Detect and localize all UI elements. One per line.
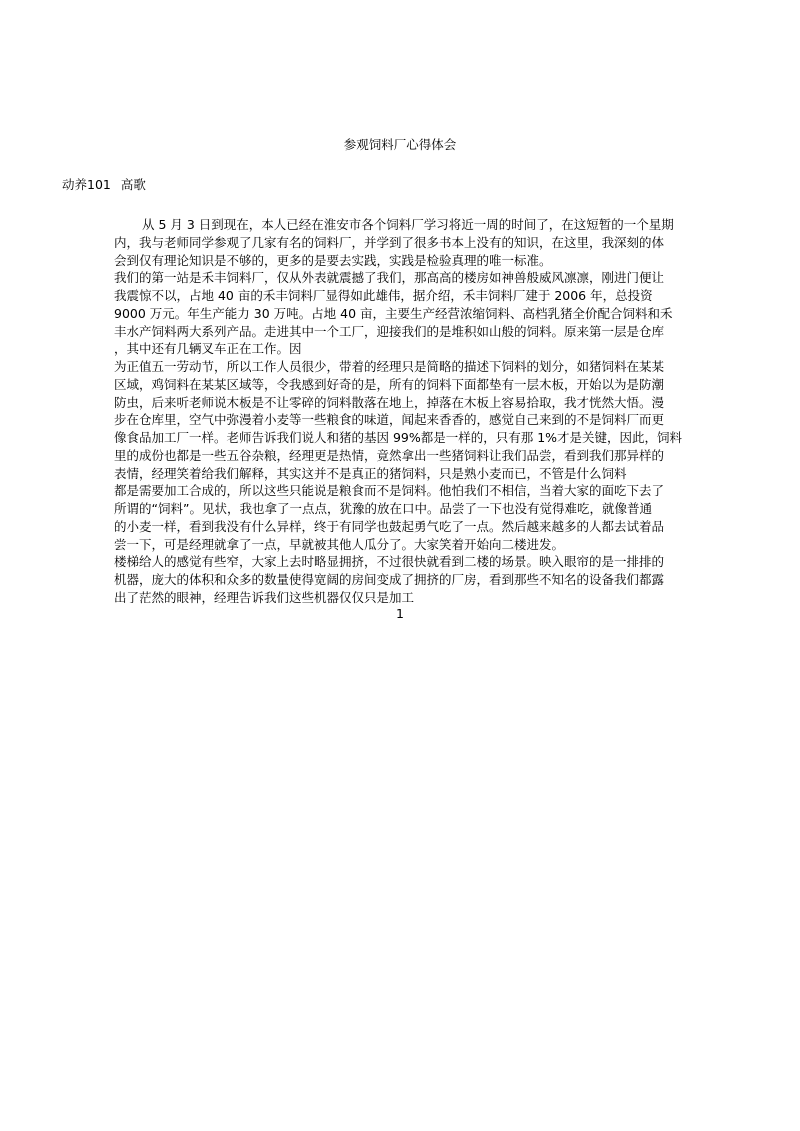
- body-line: 都是需要加工合成的，所以这些只能说是粮食而不是饲料。他怕我们不相信，当着大家的面吃下去了: [114, 483, 665, 499]
- author-name: 高歌: [120, 177, 146, 192]
- body-line: ，其中还有几辆叉车正在工作。因: [114, 341, 302, 357]
- document-title: 参观饲料厂心得体会: [343, 137, 457, 152]
- body-line: 表情，经理笑着给我们解释，其实这并不是真正的猪饲料，只是熟小麦而已，不管是什么饲料: [114, 465, 627, 481]
- body-line: 楼梯给人的感觉有些窄，大家上去时略显拥挤，不过很快就看到二楼的场景。映入眼帘的是一排排的: [114, 554, 665, 570]
- body-line: 出了茫然的眼神，经理告诉我们这些机器仅仅只是加工: [114, 589, 415, 605]
- body-text: [114, 216, 710, 607]
- body-line: 所谓的“饲料”。见状，我也拿了一点点，犹豫的放在口中。品尝了一下也没有觉得难吃，就像普通: [114, 501, 652, 516]
- author-class: 动养101: [62, 177, 111, 192]
- author-line: [62, 177, 146, 193]
- body-line: 区域，鸡饲料在某某区域等，令我感到好奇的是，所有的饲料下面都垫有一层木板，开始以为是防潮: [114, 376, 665, 392]
- body-line: 内，我与老师同学参观了几家有名的饲料厂，并学到了很多书本上没有的知识，在这里，我深刻的体: [114, 234, 665, 250]
- body-line: 里的成份也都是一些五谷杂粮，经理更是热情，竟然拿出一些猪饲料让我们品尝，看到我们那异样的: [114, 447, 665, 463]
- body-line: 9000 万元。年生产能力 30 万吨。占地 40 亩，主要生产经营浓缩饲料、高档乳猪全价配合饲料和禾: [114, 305, 673, 321]
- body-line: 机器，庞大的体积和众多的数量使得宽阔的房间变成了拥挤的厂房，看到那些不知名的设备我们都露: [114, 572, 665, 587]
- body-line: 尝一下，可是经理就拿了一点，早就被其他人瓜分了。大家笑着开始向二楼进发。: [114, 536, 565, 552]
- body-line: 步在仓库里，空气中弥漫着小麦等一些粮食的味道，闻起来香香的，感觉自己来到的不是饲料厂而更: [114, 412, 665, 428]
- body-line: 从 5 月 3 日到现在，本人已经在淮安市各个饲料厂学习将近一周的时间了，在这短暂的一个星期: [142, 217, 674, 232]
- body-line: 会到仅有理论知识是不够的，更多的是要去实践，实践是检验真理的唯一标准。: [114, 252, 552, 268]
- body-line: 防虫，后来听老师说木板是不让零碎的饲料散落在地上，掉落在木板上容易拾取，我才恍然大悟。漫: [114, 394, 665, 410]
- body-line: 丰水产饲料两大系列产品。走进其中一个工厂，迎接我们的是堆积如山般的饲料。原来第一层是仓库: [114, 323, 665, 339]
- page-number: 1: [396, 606, 404, 621]
- body-line: 为正值五一劳动节，所以工作人员很少，带着的经理只是简略的描述下饲料的划分，如猪饲料在某某: [114, 359, 665, 374]
- body-line: 像食品加工厂一样。老师告诉我们说人和猪的基因 99%都是一样的，只有那 1%才是关键，因此，饲料: [114, 430, 683, 445]
- body-line: 的小麦一样，看到我没有什么异样，终于有同学也鼓起勇气吃了一点。然后越来越多的人都去试着品: [114, 518, 665, 534]
- body-line: 我们的第一站是禾丰饲料厂，仅从外表就震撼了我们，那高高的楼房如神兽般威风凛凛，刚进门便让: [114, 270, 665, 286]
- body-line: 我震惊不以，占地 40 亩的禾丰饲料厂显得如此雄伟，据介绍，禾丰饲料厂建于 2006 年，总投资: [114, 288, 653, 303]
